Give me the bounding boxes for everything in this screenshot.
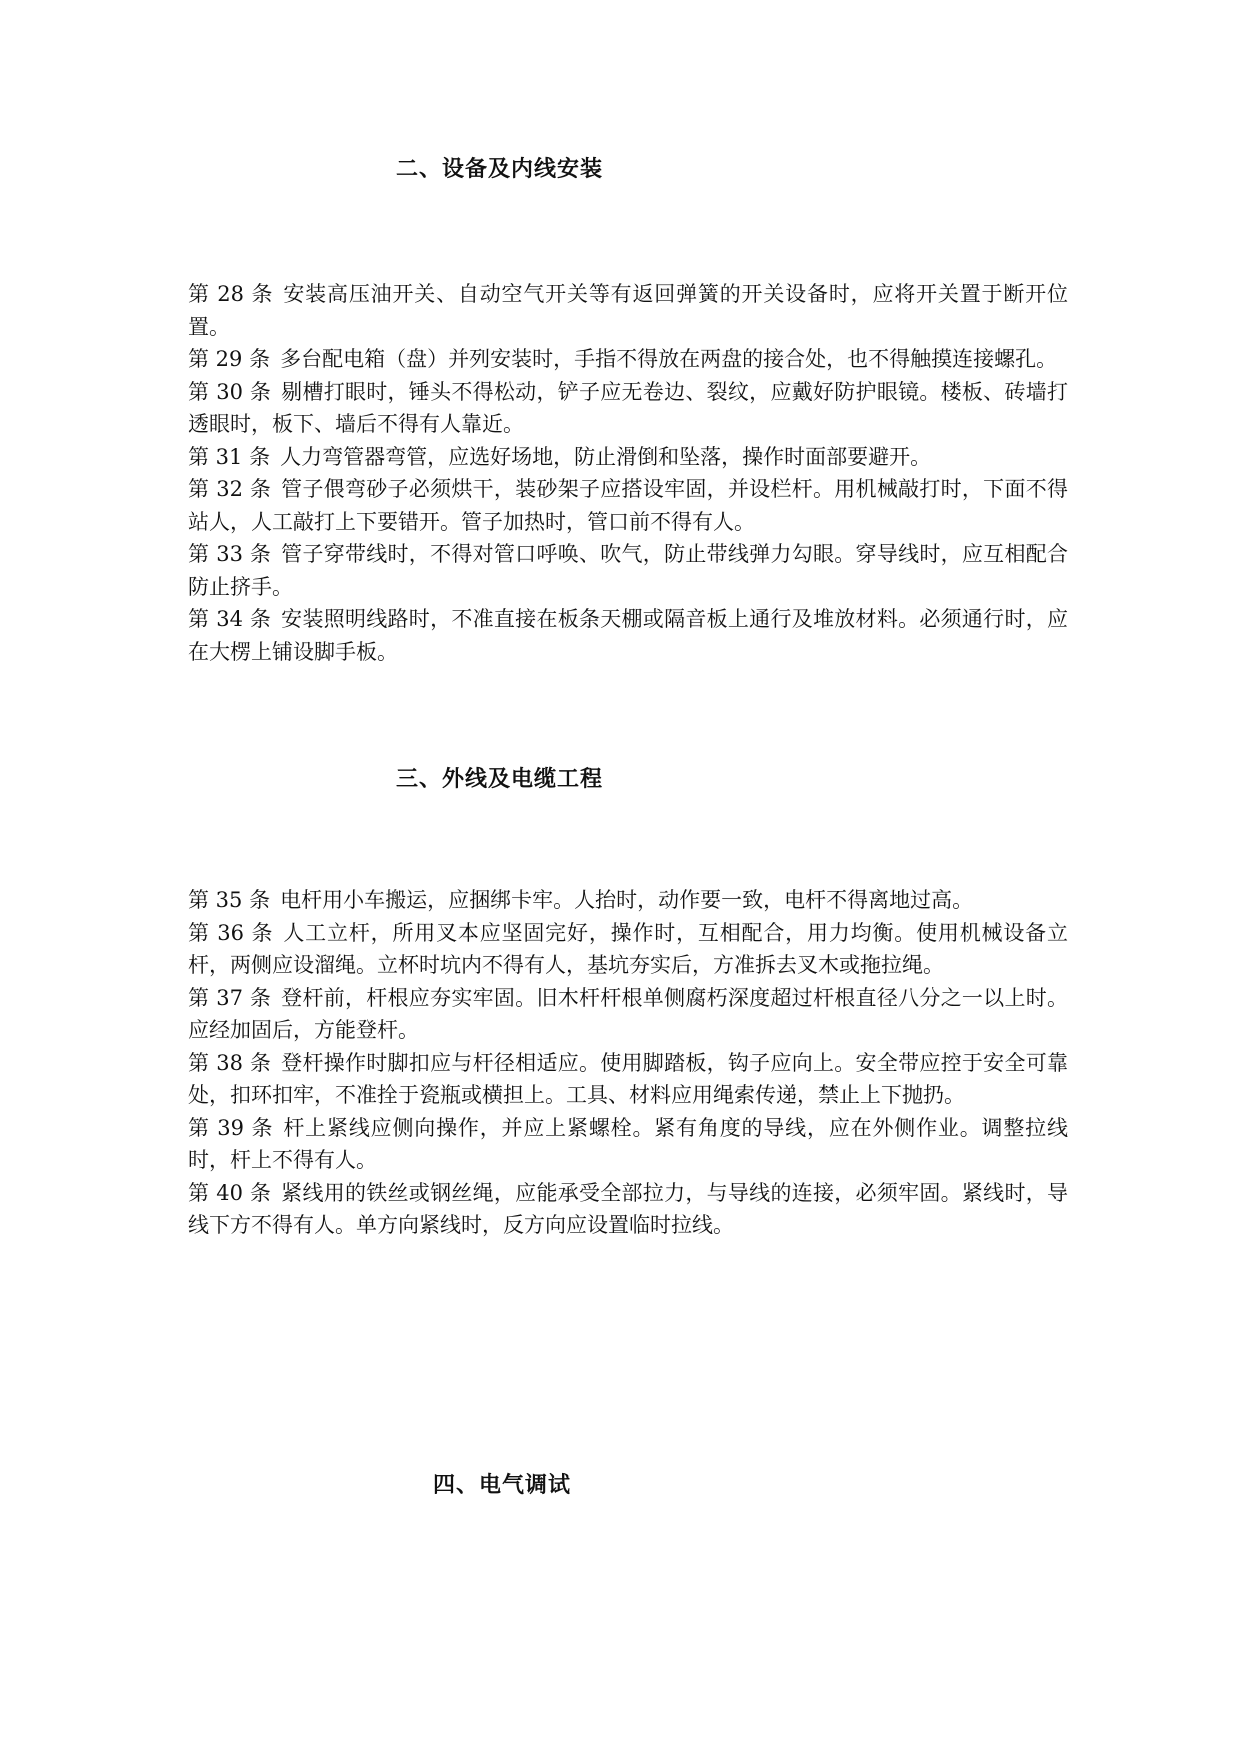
article-40 (188, 1177, 1068, 1242)
section-heading-electrical-testing: 四、电气调试 (433, 1472, 572, 1498)
article-number: 第 28 条 (188, 282, 274, 306)
article-text: 人力弯管器弯管，应选好场地，防止滑倒和坠落，操作时面部要避开。 (280, 444, 932, 469)
article-36 (188, 917, 1068, 982)
article-number: 第 34 条 (188, 607, 272, 631)
article-number: 第 36 条 (188, 920, 274, 945)
article-text: 电杆用小车搬运，应捆绑卡牢。人抬时，动作要一致，电杆不得离地过高。 (280, 888, 974, 912)
article-number: 第 40 条 (188, 1180, 272, 1205)
article-number: 第 31 条 (188, 444, 271, 469)
article-number: 第 30 条 (188, 379, 272, 404)
article-34 (188, 603, 1068, 668)
article-28 (188, 278, 1068, 343)
article-30 (188, 376, 1068, 441)
article-text: 登杆操作时脚扣应与杆径相适应。使用脚踏板，钩子应向上。安全带应控于安全可靠处，扣环扣牢，不准拴于瓷瓶或横担上。工具、材料应用绳索传递，禁止上下抛扔。 (188, 1050, 1068, 1107)
article-33 (188, 538, 1068, 603)
article-number: 第 33 条 (188, 542, 272, 566)
article-38 (188, 1047, 1068, 1112)
section-body-outdoor-lines (188, 884, 1068, 1242)
section-heading-outdoor-lines: 三、外线及电缆工程 (396, 766, 604, 792)
article-text: 剔槽打眼时，锤头不得松动，铲子应无卷边、裂纹，应戴好防护眼镜。楼板、砖墙打透眼时，板下、墙后不得有人靠近。 (188, 379, 1068, 436)
article-text: 紧线用的铁丝或钢丝绳，应能承受全部拉力，与导线的连接，必须牢固。紧线时，导线下方不得有人。单方向紧线时，反方向应设置临时拉线。 (188, 1180, 1068, 1237)
article-number: 第 32 条 (188, 477, 272, 501)
article-35 (188, 884, 1068, 917)
article-text: 安装高压油开关、自动空气开关等有返回弹簧的开关设备时，应将开关置于断开位置。 (188, 282, 1069, 339)
article-39 (188, 1112, 1068, 1177)
article-number: 第 37 条 (188, 985, 272, 1010)
article-29 (188, 343, 1068, 376)
article-number: 第 38 条 (188, 1050, 272, 1075)
section-heading-equipment: 二、设备及内线安装 (396, 156, 604, 182)
article-32 (188, 473, 1068, 538)
article-text: 杆上紧线应侧向操作，并应上紧螺栓。紧有角度的导线，应在外侧作业。调整拉线时，杆上不得有人。 (188, 1115, 1069, 1172)
article-text: 多台配电箱（盘）并列安装时，手指不得放在两盘的接合处，也不得触摸连接螺孔。 (280, 347, 1058, 371)
article-number: 第 29 条 (188, 347, 271, 371)
section-body-equipment (188, 278, 1068, 668)
article-text: 安装照明线路时，不准直接在板条天棚或隔音板上通行及堆放材料。必须通行时，应在大楞上铺设脚手板。 (188, 607, 1068, 664)
article-text: 管子偎弯砂子必须烘干，装砂架子应搭设牢固，并设栏杆。用机械敲打时，下面不得站人，人工敲打上下要错开。管子加热时，管口前不得有人。 (188, 477, 1068, 534)
article-37 (188, 982, 1068, 1047)
article-text: 登杆前，杆根应夯实牢固。旧木杆杆根单侧腐朽深度超过杆根直径八分之一以上时。应经加固后，方能登杆。 (188, 985, 1068, 1042)
article-number: 第 35 条 (188, 888, 271, 912)
article-number: 第 39 条 (188, 1115, 274, 1140)
article-31 (188, 441, 1068, 474)
article-text: 管子穿带线时，不得对管口呼唤、吹气，防止带线弹力勾眼。穿导线时，应互相配合防止挤手。 (188, 542, 1068, 599)
article-text: 人工立杆，所用叉本应坚固完好，操作时，互相配合，用力均衡。使用机械设备立杆，两侧应设溜绳。立杯时坑内不得有人，基坑夯实后，方准拆去叉木或拖拉绳。 (188, 920, 1069, 977)
